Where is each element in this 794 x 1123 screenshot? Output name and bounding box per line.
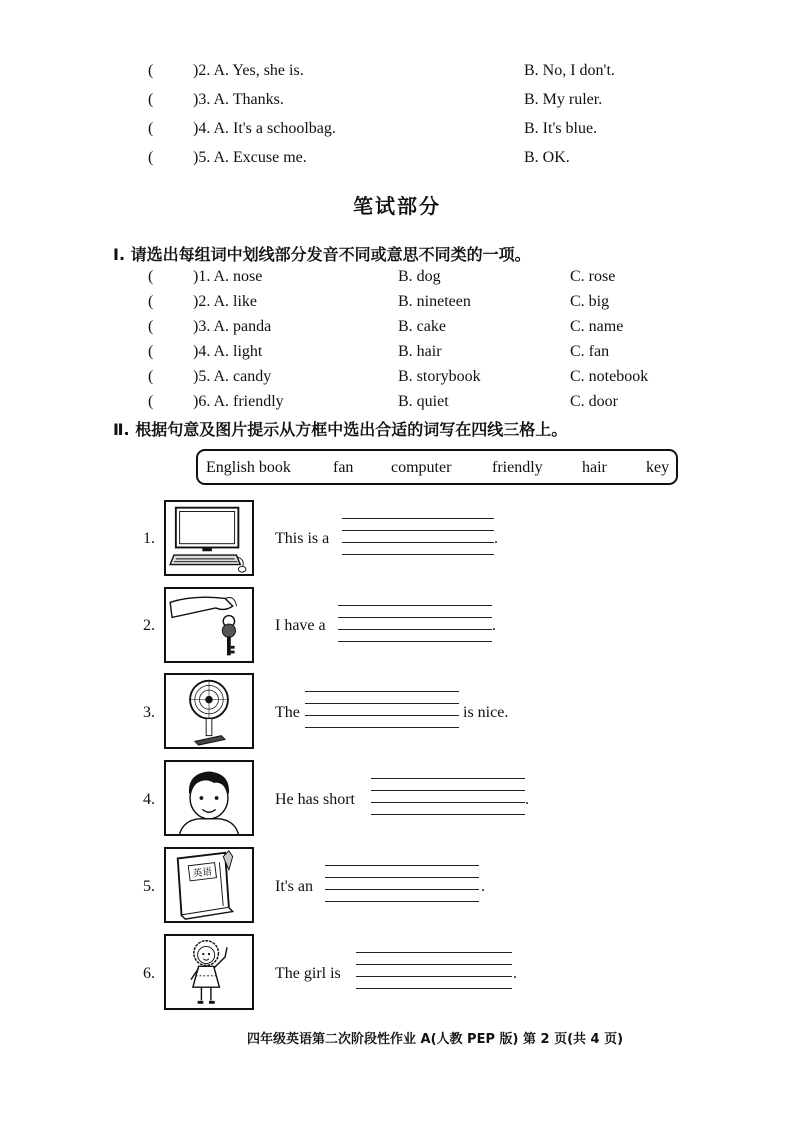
option-a: )5. A. candy	[193, 368, 272, 385]
option-c: C. rose	[570, 268, 616, 285]
answer-paren[interactable]: (	[148, 268, 154, 285]
word-bank-item: English book	[206, 459, 291, 476]
answer-paren[interactable]: (	[148, 293, 154, 310]
question-number: 3.	[143, 704, 155, 721]
word-bank-item: fan	[333, 459, 354, 476]
listening-item	[148, 119, 336, 139]
page-footer: 四年级英语第二次阶段性作业 A(人教 PEP 版) 第 2 页(共 4 页)	[247, 1032, 624, 1047]
question-number: 4.	[143, 791, 155, 808]
sentence-end: .	[492, 617, 496, 634]
option-c: C. big	[570, 293, 610, 310]
option-b: B. cake	[398, 318, 446, 335]
writing-lines[interactable]	[305, 691, 459, 731]
option-b: B. nineteen	[398, 293, 471, 310]
sentence-start: The	[275, 704, 300, 721]
option-a: )3. A. Thanks.	[193, 91, 284, 108]
answer-paren[interactable]: (	[148, 368, 154, 385]
computer-picture	[164, 500, 254, 576]
writing-lines[interactable]	[338, 605, 492, 645]
question-row	[148, 342, 263, 362]
question-number: 2.	[143, 617, 155, 634]
girl-waving-picture	[164, 934, 254, 1010]
word-bank-item: key	[646, 459, 670, 476]
sentence-end: .	[481, 878, 485, 895]
option-a: )4. A. It's a schoolbag.	[193, 120, 336, 137]
answer-paren[interactable]: (	[148, 343, 154, 360]
book-icon	[166, 849, 252, 921]
option-a: )2. A. like	[193, 293, 257, 310]
question-number: 1.	[143, 530, 155, 547]
answer-paren[interactable]: (	[148, 149, 154, 166]
option-a: )3. A. panda	[193, 318, 272, 335]
question-row	[148, 267, 263, 287]
option-b: B. storybook	[398, 368, 481, 385]
sentence-start: This is a	[275, 530, 330, 547]
answer-paren[interactable]: (	[148, 393, 154, 410]
word-bank	[196, 449, 678, 485]
sentence-end: .	[513, 965, 517, 982]
key-icon	[166, 589, 252, 661]
option-b: B. OK.	[524, 149, 570, 166]
answer-paren[interactable]: (	[148, 91, 154, 108]
option-b: B. No, I don't.	[524, 62, 615, 79]
option-b: B. hair	[398, 343, 442, 360]
option-c: C. door	[570, 393, 618, 410]
question-row	[148, 317, 272, 337]
writing-lines[interactable]	[325, 865, 479, 905]
section-title: 笔试部分	[353, 194, 441, 218]
sentence-start: He has short	[275, 791, 355, 808]
sentence-end: is nice.	[463, 704, 509, 721]
sentence-start: The girl is	[275, 965, 341, 982]
word-bank-item: computer	[391, 459, 452, 476]
writing-lines[interactable]	[356, 952, 512, 992]
listening-item	[148, 90, 284, 110]
listening-item	[148, 148, 307, 168]
option-a: )1. A. nose	[193, 268, 263, 285]
part2-heading: Ⅱ. 根据句意及图片提示从方框中选出合适的词写在四线三格上。	[113, 420, 568, 439]
option-b: B. dog	[398, 268, 441, 285]
word-bank-item: friendly	[492, 459, 543, 476]
question-row	[148, 292, 257, 312]
option-a: )2. A. Yes, she is.	[193, 62, 304, 79]
fan-icon	[166, 675, 252, 747]
option-b: B. quiet	[398, 393, 449, 410]
sentence-start: It's an	[275, 878, 313, 895]
english-book-picture	[164, 847, 254, 923]
boy-hair-picture	[164, 760, 254, 836]
option-c: C. fan	[570, 343, 610, 360]
part1-heading: Ⅰ. 请选出每组词中划线部分发音不同或意思不同类的一项。	[113, 245, 531, 264]
option-b: B. My ruler.	[524, 91, 603, 108]
question-number: 5.	[143, 878, 155, 895]
fan-picture	[164, 673, 254, 749]
word-bank-item: hair	[582, 459, 607, 476]
listening-item	[148, 61, 304, 81]
answer-paren[interactable]: (	[148, 62, 154, 79]
answer-paren[interactable]: (	[148, 120, 154, 137]
girl-icon	[166, 936, 252, 1008]
question-row	[148, 392, 284, 412]
key-picture	[164, 587, 254, 663]
computer-icon	[166, 502, 252, 574]
writing-lines[interactable]	[342, 518, 494, 558]
book-cover-label: 英语	[192, 866, 213, 880]
option-c: C. notebook	[570, 368, 649, 385]
sentence-end: .	[525, 791, 529, 808]
question-row	[148, 367, 272, 387]
option-c: C. name	[570, 318, 624, 335]
answer-paren[interactable]: (	[148, 318, 154, 335]
boy-face-icon	[166, 762, 252, 834]
option-a: )6. A. friendly	[193, 393, 284, 410]
option-b: B. It's blue.	[524, 120, 598, 137]
sentence-start: I have a	[275, 617, 326, 634]
writing-lines[interactable]	[371, 778, 525, 818]
option-a: )4. A. light	[193, 343, 263, 360]
option-a: )5. A. Excuse me.	[193, 149, 307, 166]
question-number: 6.	[143, 965, 155, 982]
sentence-end: .	[494, 530, 498, 547]
